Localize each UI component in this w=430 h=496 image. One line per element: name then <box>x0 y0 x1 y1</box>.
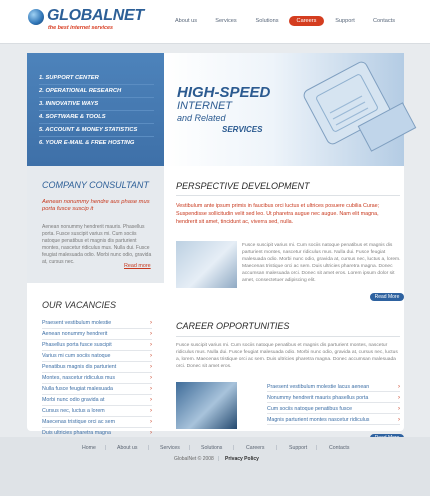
vacancy-item[interactable] <box>42 384 152 395</box>
arrow-right-icon: › <box>150 430 152 436</box>
consultant-text: Aenean nonummy hendrerit mauris. Phasellus porta. Fusce suscipit varius mi. Cum sociis natoque penatibus et magnis dis parturient montes, nascetur ridiculus mus. Nulla dui. Fusce feugiat malesuada odio. Morbi nunc odio, gravida at, cursus nec. <box>42 224 152 265</box>
content-frame <box>27 53 404 436</box>
career-item[interactable] <box>267 415 400 425</box>
arrow-right-icon: › <box>150 353 152 359</box>
arrow-right-icon: › <box>150 375 152 381</box>
arrow-right-icon: › <box>150 342 152 348</box>
consultant-box <box>27 166 164 283</box>
hero-tagline: and Related <box>177 113 226 123</box>
logo-tagline: the best internet services <box>48 25 114 31</box>
consultant-read-more-link[interactable]: Read more <box>124 263 151 269</box>
menu-divider <box>39 136 154 137</box>
arrow-right-icon: › <box>398 406 400 412</box>
footer-link-solutions[interactable]: Solutions <box>201 445 223 451</box>
menu-item-operational-research[interactable]: 2. OPERATIONAL RESEARCH <box>39 88 122 94</box>
vacancy-item[interactable] <box>42 351 152 362</box>
footer-link-services[interactable]: Services <box>160 445 180 451</box>
consultant-title: COMPANY CONSULTANT <box>42 180 149 190</box>
hero-services: SERVICES <box>222 125 263 134</box>
vacancy-label: Duis ultricies pharetra magna <box>42 430 111 436</box>
arrow-right-icon: › <box>150 408 152 414</box>
vacancy-label: Aenean nonummy hendrerit <box>42 331 108 337</box>
arrow-right-icon: › <box>398 417 400 423</box>
nav-solutions[interactable]: Solutions <box>255 18 279 24</box>
menu-divider <box>39 123 154 124</box>
footer-link-support[interactable]: Support <box>289 445 308 451</box>
support-agent-photo <box>176 382 237 429</box>
perspective-read-more-button[interactable]: Read More <box>370 293 404 301</box>
career-label: Nonummy hendrerit mauris phasellus porta <box>267 395 369 401</box>
vacancy-item[interactable] <box>42 406 152 417</box>
arrow-right-icon: › <box>150 386 152 392</box>
footer-nav <box>0 445 430 453</box>
hero-heading: HIGH-SPEED <box>177 84 271 101</box>
footer-link-contacts[interactable]: Contacts <box>329 445 350 451</box>
vacancy-label: Cursus nec, luctus a lorem <box>42 408 105 414</box>
network-plug-icon <box>292 53 404 166</box>
vacancy-item[interactable] <box>42 417 152 428</box>
footer-separator: | <box>233 445 235 451</box>
service-menu <box>27 53 164 166</box>
nav-about-us[interactable]: About us <box>174 18 198 24</box>
perspective-title: PERSPECTIVE DEVELOPMENT <box>176 181 310 191</box>
vacancy-label: Montes, nascetur ridiculus mus <box>42 375 116 381</box>
vacancy-label: Maecenas tristique orci ac sem <box>42 419 116 425</box>
vacancy-item[interactable] <box>42 362 152 373</box>
vacancy-label: Morbi nunc odio gravida at <box>42 397 105 403</box>
nav-careers[interactable]: Careers <box>289 16 324 26</box>
footer-separator: | <box>218 456 220 462</box>
arrow-right-icon: › <box>398 384 400 390</box>
vacancy-item[interactable] <box>42 318 152 329</box>
hero-subheading: INTERNET <box>177 100 232 112</box>
logo[interactable]: GLOBALNET <box>47 7 144 24</box>
career-item[interactable] <box>267 382 400 392</box>
career-item[interactable] <box>267 393 400 403</box>
footer-separator: | <box>189 445 191 451</box>
nav-contacts[interactable]: Contacts <box>372 18 396 24</box>
nav-support[interactable]: Support <box>335 18 355 24</box>
vacancy-label: Phasellus porta fusce suscipit <box>42 342 112 348</box>
footer-link-careers[interactable]: Careers <box>246 445 265 451</box>
menu-item-support-center[interactable]: 1. SUPPORT CENTER <box>39 75 99 81</box>
vacancy-item[interactable] <box>42 329 152 340</box>
footer-link-home[interactable]: Home <box>82 445 96 451</box>
section-divider <box>176 336 400 337</box>
arrow-right-icon: › <box>150 320 152 326</box>
career-label: Cum sociis natoque penatibus fusce <box>267 406 353 412</box>
arrow-right-icon: › <box>150 397 152 403</box>
vacancy-label: Penatibus magnis dis parturient <box>42 364 117 370</box>
footer-separator: | <box>105 445 107 451</box>
vacancy-item[interactable] <box>42 395 152 406</box>
menu-divider <box>39 97 154 98</box>
header <box>0 0 430 44</box>
vacancy-item[interactable] <box>42 340 152 351</box>
menu-item-software-tools[interactable]: 4. SOFTWARE & TOOLS <box>39 114 106 120</box>
career-label: Magnis parturient montes nascetur ridiculus <box>267 417 370 423</box>
menu-divider <box>39 110 154 111</box>
main-nav <box>0 16 430 26</box>
laptop-photo <box>176 241 237 288</box>
arrow-right-icon: › <box>398 395 400 401</box>
menu-item-email-hosting[interactable]: 6. YOUR E-MAIL & FREE HOSTING <box>39 140 135 146</box>
career-label: Praesent vestibulum molestie lacus aenean <box>267 384 370 390</box>
privacy-policy-link[interactable]: Privacy Policy <box>225 456 259 462</box>
footer-separator: | <box>148 445 150 451</box>
perspective-lead: Vestibulum ante ipsum primis in faucibus orci luctus et ultrices posuere cubilia Curae; Suspendisse sollicitudin velit sed leo. Ut pharetra augue nec augue. Nam elit magna, hendrerit sit amet, tincidunt ac, viverra sed, nulla. <box>176 203 380 225</box>
footer-separator: | <box>316 445 318 451</box>
menu-item-account-statistics[interactable]: 5. ACCOUNT & MONEY STATISTICS <box>39 127 138 133</box>
arrow-right-icon: › <box>150 364 152 370</box>
career-title: CAREER OPPORTUNITIES <box>176 321 290 331</box>
vacancies-title: OUR VACANCIES <box>42 300 117 310</box>
vacancy-item[interactable] <box>42 373 152 384</box>
arrow-right-icon: › <box>150 331 152 337</box>
consultant-highlight: Aenean nonummy hendre aus phase mus porta fusce suscip it <box>42 199 150 212</box>
hero-banner <box>164 53 404 166</box>
menu-item-innovative-ways[interactable]: 3. INNOVATIVE WAYS <box>39 101 99 107</box>
footer-link-about-us[interactable]: About us <box>117 445 138 451</box>
arrow-right-icon: › <box>150 419 152 425</box>
career-item[interactable] <box>267 404 400 414</box>
career-intro: Fusce suscipit varius mi. Cum sociis natoque penatibus et magnis dis parturient montes, nascetur ridiculus mus. Nulla dui. Fusce feugiat malesuada odio. Morbi nunc odio, gravida at, cursus nec, luctus a, lorem. Maecenas tristique orci ac sem. Duis ultricies pharetra magna. Donec accumsan malesuada orci. Donec sit amet eros. <box>176 343 398 369</box>
footer-separator: | <box>276 445 278 451</box>
nav-services[interactable]: Services <box>215 18 237 24</box>
menu-divider <box>39 84 154 85</box>
vacancy-label: Nulla fusce feugiat malesuada <box>42 386 113 392</box>
copyright: GlobalNet © 2008 <box>174 456 214 462</box>
perspective-text: Fusce suscipit varius mi. Cum sociis natoque penatibus et magnis dis parturient montes, nascetur ridiculus mus. Nulla dui. Fusce feugiat malesuada odio. Morbi nunc odio, gravida at, cursus nec, luctus a, lorem. Maecenas tristique orci ac sem. Duis ultricies pharetra magna. Donec accumsan malesuada orci. Donec sit amet eros. Lorem ipsum dolor sit amet, consectetuer adipiscing elit. <box>242 243 401 283</box>
section-divider <box>176 195 400 196</box>
vacancy-label: Varius mi cum sociis natoque <box>42 353 111 359</box>
vacancy-label: Praesent vestibulum molestie <box>42 320 112 326</box>
